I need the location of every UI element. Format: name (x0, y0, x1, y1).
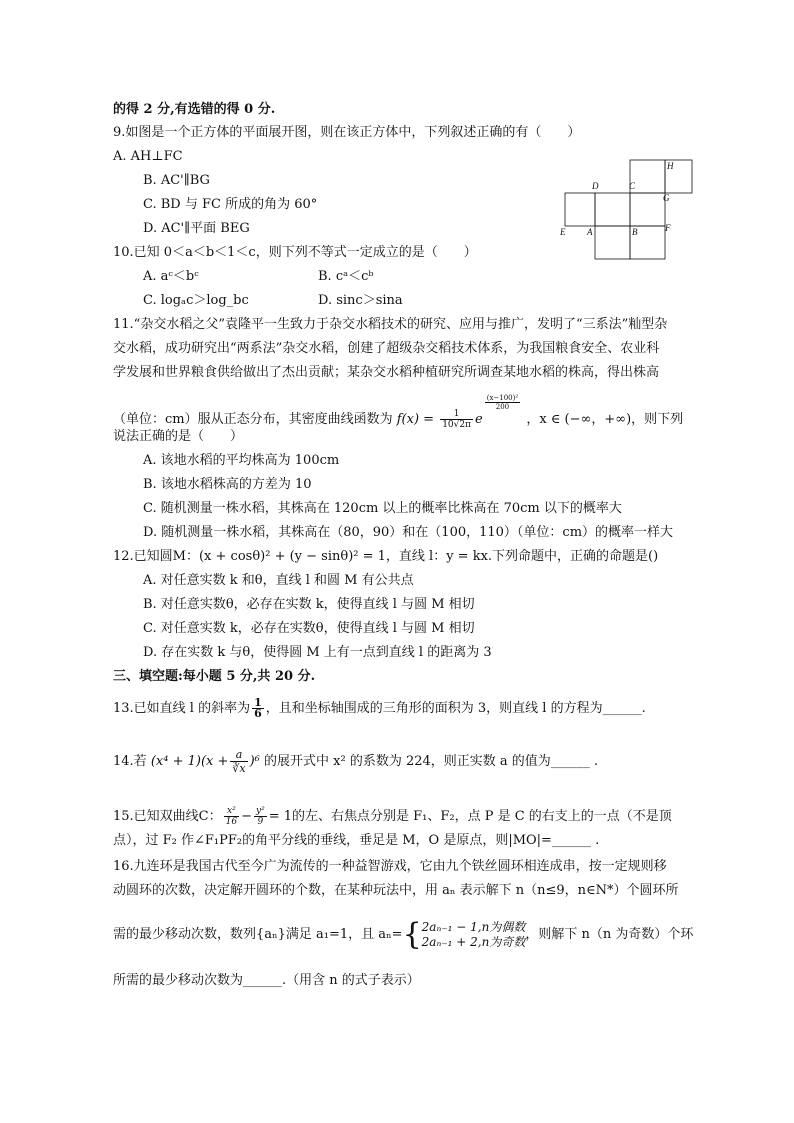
q11-line-4 (113, 394, 683, 430)
q15-n1: x² (224, 806, 239, 817)
q11-option-b: B. 该地水稻株高的方差为 10 (143, 477, 312, 492)
q13 (113, 698, 646, 719)
q15-frac-x (224, 806, 239, 827)
q16-line-4: 所需的最少移动次数为______.（用含 n 的式子表示） (113, 973, 420, 988)
q9-option-d: D. AC'∥平面 BEG (143, 221, 250, 236)
q15-post-1: = 1的左、右焦点分别是 F₁、F₂，点 P 是 C 的右支上的一点（不是顶 (268, 809, 672, 824)
q12-option-a: A. 对任意实数 k 和θ，直线 l 和圆 M 有公共点 (143, 573, 414, 588)
q13-slope-fraction (252, 698, 264, 719)
q14-expr-b: )⁶ (249, 754, 260, 769)
q9-stem: 9.如图是一个正方体的平面展开图，则在该正方体中，下列叙述正确的有（ ） (113, 125, 581, 140)
q14-frac-num: a (230, 748, 247, 762)
q11-density-fx: f(x) = (396, 412, 435, 427)
q13-slope-den: 6 (254, 707, 262, 720)
q13-pre: 13.已如直线 l 的斜率为 (113, 701, 251, 716)
q9-option-b: B. AC'∥BG (143, 173, 210, 188)
q13-slope-num: 1 (254, 696, 262, 709)
q12-option-b: B. 对任意实数θ，必存在实数 k，使得直线 l 与圆 M 相切 (143, 597, 475, 612)
q15-frac-y (254, 806, 267, 827)
q10-option-c: C. logₐc＞log_bc (143, 293, 249, 308)
q11-line-4-pre: （单位：cm）服从正态分布，其密度曲线函数为 (113, 412, 393, 427)
label-f: F (665, 223, 671, 233)
q16-cases (422, 920, 526, 950)
q11-exponent (485, 394, 520, 411)
q14-pre: 14.若 (113, 754, 147, 769)
q11-line-3: 学发展和世界粮食供给做出了杰出贡献；某杂交水稻种植研究所调查某地水稻的株高，得出株高 (113, 365, 660, 380)
section-header-note: 的得 2 分,有选错的得 0 分. (113, 102, 276, 117)
label-d: D (592, 181, 599, 191)
q12-option-d: D. 存在实数 k 与θ，使得圆 M 上有一点到直线 l 的距离为 3 (143, 645, 492, 660)
label-g: G (663, 193, 670, 203)
q16-line-2: 动圆环的次数，决定解开圆环的个数，在某种玩法中，用 aₙ 表示解下 n（n≤9，n∈N*）个圆环所 (113, 883, 679, 898)
q15-d1: 16 (225, 817, 238, 827)
q11-option-a: A. 该地水稻的平均株高为 100cm (143, 453, 340, 468)
q11-coef-num: 1 (440, 409, 473, 420)
q11-coef-den: 10√2π (442, 420, 472, 430)
label-a: A (587, 227, 593, 237)
q10-stem: 10.已知 0＜a＜b＜1＜c，则下列不等式一定成立的是（ ） (113, 245, 477, 260)
cube-net-figure (555, 155, 695, 260)
q10-option-a: A. aᶜ＜bᶜ (143, 269, 199, 284)
q12-option-c: C. 对任意实数 k，必存在实数θ，使得直线 l 与圆 M 相切 (143, 621, 475, 636)
label-h: H (667, 161, 674, 171)
section-3-title: 三、填空题:每小题 5 分,共 20 分. (113, 669, 316, 684)
q9-option-a: A. AH⊥FC (113, 149, 183, 164)
q11-density-coefficient (440, 409, 473, 430)
q11-e: e (475, 412, 483, 427)
q15-n2: y² (255, 806, 265, 816)
q12-stem: 12.已知圆M：(x + cosθ)² + (y − sinθ)² = 1，直线 l：y = kx.下列命题中，正确的命题是() (113, 549, 659, 564)
q11-line-2: 交水稻，成功研究出“两系法”杂交水稻，创建了超级杂交稻技术体系，为我国粮食安全、农业科 (113, 341, 660, 356)
q16-line-3-post: ，则解下 n（n 为奇数）个环 (525, 927, 694, 942)
q14-expr-a: (x⁴ + 1)(x + (150, 754, 229, 769)
q15-line-2: 点），过 F₂ 作∠F₁PF₂的角平分线的垂线，垂足是 M，O 是原点，则|MO|=______ . (113, 833, 600, 848)
q10-option-d: D. sinc＞sina (318, 293, 403, 308)
label-e: E (560, 227, 566, 237)
q16-case-1: 2aₙ₋₁ − 1,n为偶数 (421, 919, 526, 934)
q16-line-1: 16.九连环是我国古代至今广为流传的一种益智游戏，它由九个铁丝圆环相连成串，按一定规则移 (113, 859, 667, 874)
q9-option-c: C. BD 与 FC 所成的角为 60° (143, 197, 318, 212)
label-c: C (629, 181, 636, 191)
q15-pre: 15.已知双曲线C： (113, 809, 222, 824)
q11-line-4-post: ，x ∈ (−∞，+∞)，则下列 (526, 412, 684, 427)
q16-line-3 (113, 918, 693, 952)
q14-fraction (230, 748, 247, 775)
q16-case-2: 2aₙ₋₁ + 2,n为奇数 (421, 934, 526, 949)
q15-line-1 (113, 806, 672, 827)
label-b: B (632, 227, 638, 237)
q16-line-3-pre: 需的最少移动次数，数列{aₙ}满足 a₁=1，且 aₙ= (113, 927, 403, 942)
q11-exp-num: (x−100)² (486, 394, 519, 402)
q16-brace: { (402, 916, 422, 952)
q14-post: 的展开式中 x² 的系数为 224，则正实数 a 的值为______ . (264, 754, 599, 769)
q13-post: ，且和坐标轴围成的三角形的面积为 3，则直线 l 的方程为______. (265, 701, 646, 716)
q14-frac-den: ∛x (232, 762, 246, 775)
q11-option-c: C. 随机测量一株水稻，其株高在 120cm 以上的概率比株高在 70cm 以下的概率大 (143, 501, 622, 516)
q11-exp-den: 200 (495, 403, 510, 411)
q11-option-d: D. 随机测量一株水稻，其株高在（80，90）和在（100，110）（单位：cm）的概率一样大 (143, 525, 674, 540)
q15-d2: 9 (257, 817, 264, 827)
q11-line-1: 11.“杂交水稻之父”袁隆平一生致力于杂交水稻技术的研究、应用与推广，发明了“三系法”籼型杂 (113, 317, 668, 332)
q15-minus: − (241, 809, 252, 824)
q11-line-5: 说法正确的是（ ） (113, 429, 244, 444)
q10-option-b: B. cᵃ＜cᵇ (318, 269, 374, 284)
q14 (113, 748, 598, 775)
